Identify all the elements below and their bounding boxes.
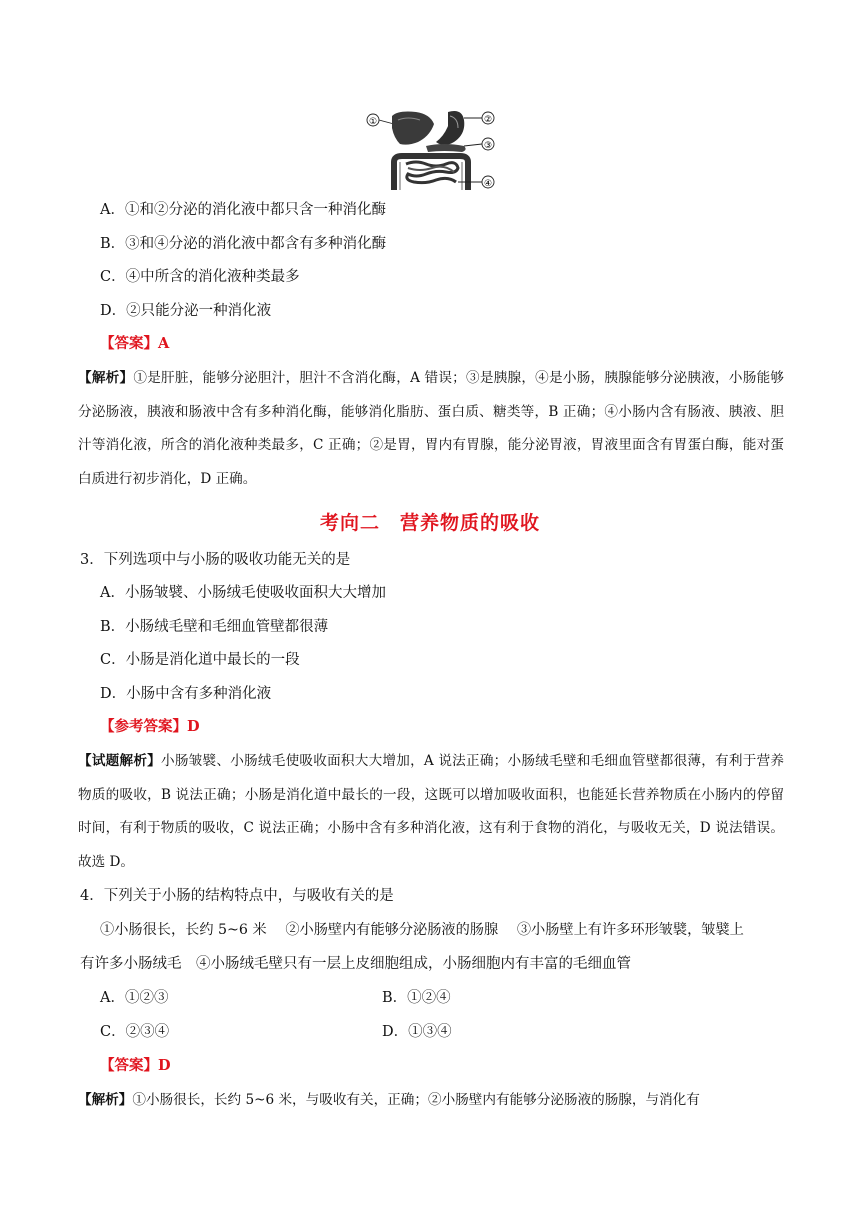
- q2-answer-tag: 【答案】: [100, 335, 158, 352]
- q4-answer: [100, 1056, 171, 1076]
- figure-label-4: ④: [483, 179, 493, 189]
- q4-option-b: B．①②④: [382, 990, 451, 1006]
- q4-option-a: A．①②③: [100, 990, 169, 1006]
- q4-analysis-tag: 【解析】: [78, 1092, 133, 1108]
- q3-option-a: A．小肠皱襞、小肠绒毛使吸收面积大大增加: [100, 585, 386, 601]
- q3-option-d: D．小肠中含有多种消化液: [100, 686, 272, 702]
- q4-stem: 4．下列关于小肠的结构特点中，与吸收有关的是: [80, 888, 394, 904]
- q4-option-c: C．②③④: [100, 1024, 170, 1040]
- figure-label-1: ①: [368, 117, 378, 127]
- q2-option-c: C．④中所含的消化液种类最多: [100, 269, 300, 285]
- figure-label-2: ②: [483, 115, 493, 125]
- q3-answer: [100, 717, 200, 737]
- q4-analysis: [78, 1084, 784, 1118]
- q4-answer-value: D: [158, 1057, 171, 1074]
- q4-answer-tag: 【答案】: [100, 1057, 158, 1074]
- digestive-system-figure: [364, 106, 498, 194]
- q3-analysis-tag: 【试题解析】: [78, 753, 162, 769]
- q4-analysis-text: ①小肠很长，长约 5~6 米，与吸收有关，正确；②小肠壁内有能够分泌肠液的肠腺，与消化有: [132, 1092, 700, 1108]
- q4-option-d: D．①③④: [382, 1024, 452, 1040]
- q2-analysis-text: ①是肝脏，能够分泌胆汁，胆汁不含消化酶，A 错误；③是胰腺，④是小肠，胰腺能够分泌胰液，小肠能够分泌肠液，胰液和肠液中含有多种消化酶，能够消化脂肪、蛋白质、糖类等，B 正确；④小肠内含有肠液、胰液、胆汁等消化液，所含的消化液种类最多，C 正确；②是胃，胃内有胃腺，能分泌胃液，胃液里面含有胃蛋白酶，能对蛋白质进行初步消化，D 正确。: [78, 370, 785, 487]
- q2-answer-value: A: [158, 335, 170, 352]
- q4-statement-line2: 有许多小肠绒毛 ④小肠绒毛壁只有一层上皮细胞组成，小肠细胞内有丰富的毛细血管: [80, 956, 631, 972]
- q4-statement-line1: ①小肠很长，长约 5~6 米 ②小肠壁内有能够分泌肠液的肠腺 ③小肠壁上有许多环形皱襞，皱襞上: [100, 922, 744, 938]
- q2-option-b: B．③和④分泌的消化液中都含有多种消化酶: [100, 236, 387, 252]
- q2-option-d: D．②只能分泌一种消化液: [100, 303, 272, 319]
- q2-option-a: A．①和②分泌的消化液中都只含一种消化酶: [100, 202, 386, 218]
- q2-answer: [100, 334, 169, 354]
- section-title: 考向二 营养物质的吸收: [319, 512, 540, 534]
- q3-analysis: [78, 745, 784, 879]
- q3-analysis-text: 小肠皱襞、小肠绒毛使吸收面积大大增加，A 说法正确；小肠绒毛壁和毛细血管壁都很薄，有利于营养物质的吸收，B 说法正确；小肠是消化道中最长的一段，这既可以增加吸收面积，也能延长营养物质在小肠内的停留时间，有利于物质的吸收，C 说法正确；小肠中含有多种消化液，这有利于食物的消化，与吸收无关，D 说法错误。故选 D。: [78, 753, 785, 870]
- q2-analysis: [78, 362, 784, 496]
- q3-answer-value: D: [187, 718, 200, 735]
- q3-option-b: B．小肠绒毛壁和毛细血管壁都很薄: [100, 619, 329, 635]
- q3-answer-tag: 【参考答案】: [100, 718, 187, 735]
- q2-analysis-tag: 【解析】: [78, 370, 134, 386]
- q3-stem: 3．下列选项中与小肠的吸收功能无关的是: [80, 552, 351, 568]
- q3-option-c: C．小肠是消化道中最长的一段: [100, 652, 300, 668]
- figure-label-3: ③: [483, 141, 493, 151]
